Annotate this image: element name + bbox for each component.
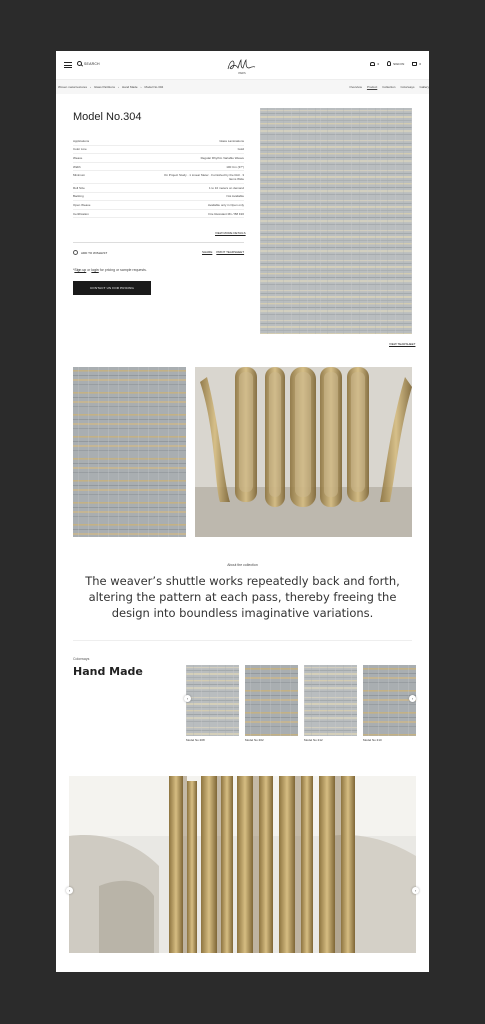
breadcrumb-separator: › (89, 85, 91, 89)
breadcrumb-item[interactable]: Hand Made (121, 85, 138, 89)
divider (73, 640, 412, 641)
spec-key: Roll Size (73, 185, 85, 190)
gallery-prev-button[interactable]: ‹ (66, 887, 73, 894)
colorway-label[interactable]: Model No.312 (304, 738, 323, 742)
spec-table (73, 137, 244, 218)
colorway-label[interactable]: Model No.308 (186, 738, 205, 742)
spec-key: Certification (73, 211, 89, 216)
divider (73, 242, 244, 243)
search-button[interactable] (77, 61, 100, 66)
logo-mark (222, 56, 262, 76)
colorways-carousel (186, 665, 429, 745)
spec-key: Open Weave (73, 202, 91, 207)
spec-row (73, 171, 244, 184)
user-icon (387, 61, 391, 66)
spec-key: Width (73, 164, 81, 169)
colorway-swatch-image (245, 665, 298, 736)
spec-key: Backing (73, 194, 84, 199)
signin-button[interactable] (387, 61, 404, 66)
textile-swatch-image (260, 108, 412, 334)
colorway-card[interactable] (304, 665, 357, 736)
bag-count: 0 (419, 61, 421, 66)
spec-row (73, 184, 244, 193)
section-nav (349, 85, 429, 89)
spec-row (73, 210, 244, 219)
note-or: or (87, 268, 91, 272)
tab-colorways[interactable]: Colorways (400, 85, 415, 89)
wishlist-radio-icon (73, 250, 78, 255)
search-label: SEARCH (84, 61, 100, 66)
contact-pricing-button[interactable]: CONTACT US FOR PRICING (73, 281, 151, 295)
note-prefix: * (73, 268, 75, 272)
breadcrumb-current: Model No.304 (144, 85, 164, 89)
wishlist-button[interactable] (370, 62, 379, 66)
spec-key: Applications (73, 138, 90, 143)
spec-row (73, 201, 244, 210)
gallery-textile-closeup[interactable] (73, 367, 186, 537)
view-more-details-link[interactable]: VIEW MORE DETAILS (215, 231, 246, 235)
tab-gallery[interactable]: Gallery (419, 85, 429, 89)
spec-value: Regular Rhythm Variable Weave (200, 155, 244, 160)
site-header (56, 51, 429, 80)
spec-row (73, 163, 244, 172)
view-tearsheet-link[interactable]: VIEW TEARSHEET (389, 342, 416, 346)
spec-value: Fire Resistant M1 / B8 F20 (208, 211, 244, 216)
spec-value: Not Available (226, 194, 244, 199)
gallery-next-button[interactable]: › (412, 887, 419, 894)
breadcrumb-item[interactable]: Glass Partitions (93, 85, 115, 89)
colorways-label: Colorways (73, 657, 90, 661)
wishlist-label: ADD TO WISHLIST (81, 250, 108, 255)
login-link[interactable]: login (91, 268, 99, 272)
breadcrumb-separator: › (117, 85, 119, 89)
partition-photo-image (195, 367, 412, 537)
bag-button[interactable] (412, 62, 421, 66)
spec-row (73, 193, 244, 202)
collection-quote: The weaver’s shuttle works repeatedly back and forth, altering the pattern at each pass, thereby freeing the design into boundless imaginative variations. (85, 574, 400, 620)
signin-label: SIGN IN (393, 61, 405, 66)
spec-row (73, 146, 244, 155)
spec-key: Minimum (73, 173, 86, 178)
spec-key: Color Line (73, 147, 87, 152)
bag-icon (412, 62, 417, 66)
tab-product[interactable]: Product (366, 85, 378, 89)
colorway-card[interactable] (363, 665, 416, 736)
breadcrumb-separator: › (140, 85, 142, 89)
pricing-note (73, 268, 147, 272)
search-icon (77, 61, 82, 66)
menu-icon[interactable] (64, 62, 72, 68)
colorway-swatch-image (363, 665, 416, 736)
breadcrumb (58, 85, 163, 89)
colorway-card[interactable] (245, 665, 298, 736)
logo-sub: PARIS (238, 72, 246, 75)
spec-value: 1 to 10 meters on demand (208, 185, 244, 190)
share-links (202, 250, 244, 254)
share-link[interactable]: SHARE (202, 250, 213, 254)
signup-link[interactable]: Sign up (74, 268, 87, 272)
tab-overview[interactable]: Overview (349, 85, 362, 89)
print-tearsheet-link[interactable]: PRINT TEARSHEET (216, 250, 245, 254)
colorways-prev-button[interactable]: ‹ (184, 695, 191, 702)
colorway-label[interactable]: Model No.310 (363, 738, 382, 742)
heart-icon (370, 62, 375, 66)
colorways-next-button[interactable]: › (409, 695, 416, 702)
spec-value: On Project Study · 1 Linear Meter · Furnished by the Roll · 3 Items Wide (163, 173, 244, 182)
product-image[interactable] (260, 108, 412, 334)
colorways-title: Hand Made (73, 665, 143, 678)
breadcrumb-bar (56, 80, 429, 94)
spec-key: Weave (73, 155, 83, 160)
colorway-label[interactable]: Model No.302 (245, 738, 264, 742)
product-title: Model No.304 (73, 111, 142, 123)
gallery-partition-photo[interactable] (195, 367, 412, 537)
about-label: About the collection (227, 563, 258, 567)
add-to-wishlist-button[interactable] (73, 250, 107, 255)
spec-value: 100 Cm (37") (226, 164, 244, 169)
textile-closeup-image (73, 367, 186, 537)
colorway-card[interactable] (186, 665, 239, 736)
colorway-swatch-image (186, 665, 239, 736)
spec-row (73, 154, 244, 163)
colorway-swatch-image (304, 665, 357, 736)
page (56, 51, 429, 972)
tab-collection[interactable]: Collection (382, 85, 396, 89)
spec-value: Available only in Open only (207, 202, 244, 207)
spec-value: Glass Laminations (219, 138, 244, 143)
spec-row (73, 137, 244, 146)
brand-logo[interactable] (222, 56, 262, 76)
note-text: for pricing or sample requests. (99, 268, 147, 272)
gallery-hero-photo[interactable] (69, 776, 416, 953)
breadcrumb-item[interactable]: Woven metal textures (58, 85, 87, 89)
spec-value: Gold (237, 147, 244, 152)
wishlist-count: 0 (377, 61, 380, 66)
interior-photo-image (69, 776, 416, 953)
